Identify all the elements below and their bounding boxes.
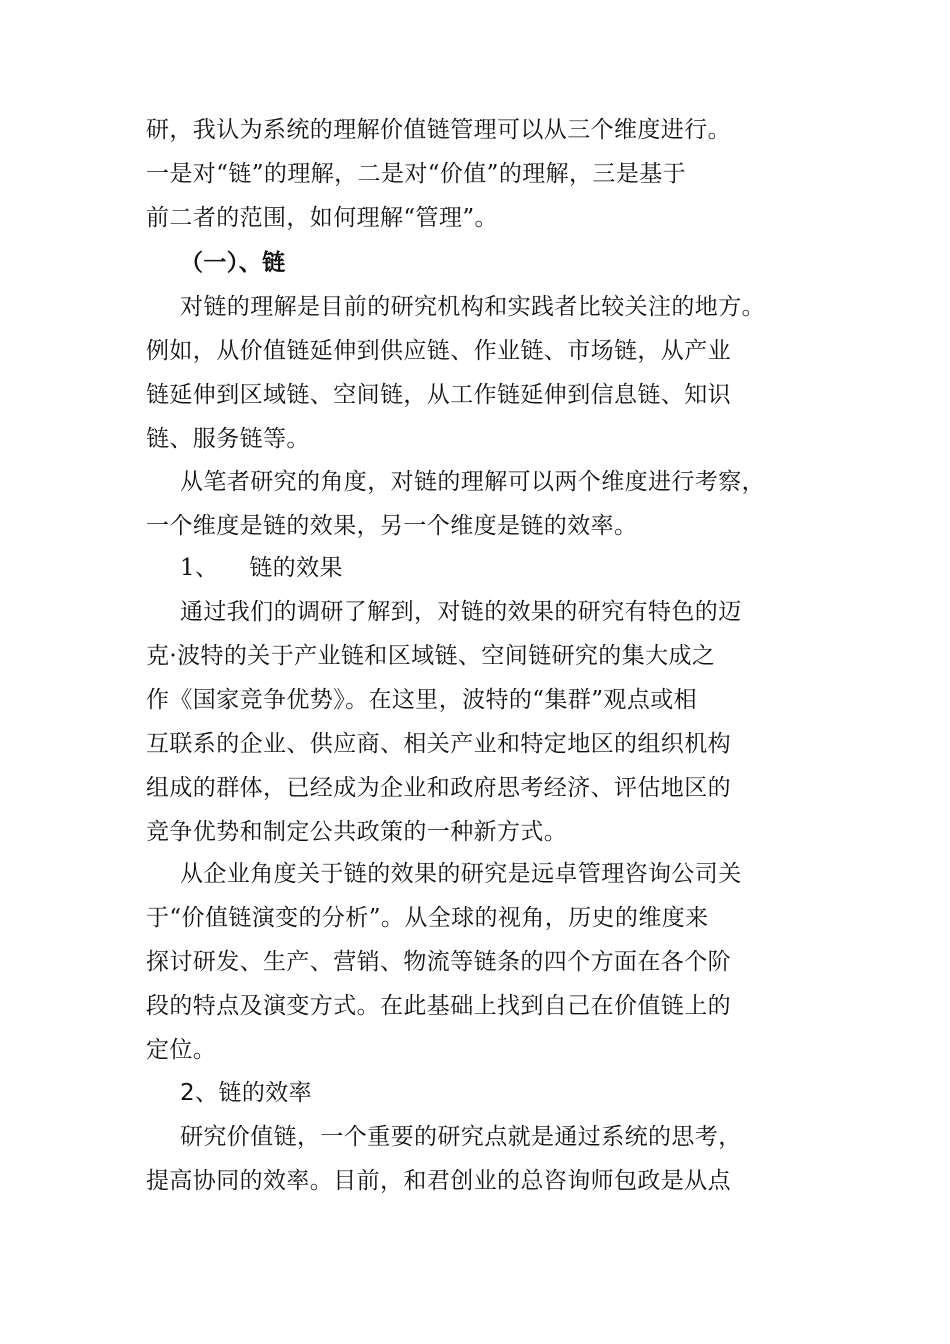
text-line: 研，我认为系统的理解价值链管理可以从三个维度进行。 <box>146 117 731 143</box>
text-line: 从笔者研究的角度，对链的理解可以两个维度进行考察， <box>180 469 765 495</box>
text-line: 提高协同的效率。目前，和君创业的总咨询师包政是从点 <box>146 1168 731 1194</box>
section-heading-efficiency <box>146 1071 830 1115</box>
section-heading-chain <box>146 241 830 285</box>
text-line: 竞争优势和制定公共政策的一种新方式。 <box>146 819 568 845</box>
text-line: 于“价值链演变的分析”。从全球的视角，历史的维度来 <box>146 905 709 931</box>
paragraph-1 <box>146 285 830 461</box>
text-line: 对链的理解是目前的研究机构和实践者比较关注的地方。 <box>180 294 765 320</box>
section-heading-effect <box>146 546 830 590</box>
text-line: 互联系的企业、供应商、相关产业和特定地区的组织机构 <box>146 731 731 757</box>
paragraph-3 <box>146 590 830 854</box>
text-line: 段的特点及演变方式。在此基础上找到自己在价值链上的 <box>146 993 731 1019</box>
text-line: 链延伸到区域链、空间链，从工作链延伸到信息链、知识 <box>146 382 731 408</box>
section-heading: （一）、链 <box>180 249 286 276</box>
subsection-heading: 2、链的效率 <box>180 1080 313 1106</box>
text-line: 一是对“链”的理解，二是对“价值”的理解，三是基于 <box>146 161 687 187</box>
text-line: 例如，从价值链延伸到供应链、作业链、市场链，从产业 <box>146 338 731 364</box>
paragraph-4 <box>146 852 830 1072</box>
paragraph-2 <box>146 460 830 548</box>
text-line: 定位。 <box>146 1037 217 1063</box>
text-line: 探讨研发、生产、营销、物流等链条的四个方面在各个阶 <box>146 949 731 975</box>
text-line: 一个维度是链的效果，另一个维度是链的效率。 <box>146 513 638 539</box>
text-line: 通过我们的调研了解到，对链的效果的研究有特色的迈 <box>180 599 742 625</box>
text-line: 链、服务链等。 <box>146 426 310 452</box>
text-line: 组成的群体，已经成为企业和政府思考经济、评估地区的 <box>146 775 731 801</box>
text-line: 前二者的范围，如何理解“管理”。 <box>146 205 498 231</box>
paragraph-5 <box>146 1115 830 1203</box>
text-line: 研究价值链，一个重要的研究点就是通过系统的思考， <box>180 1124 742 1150</box>
text-line: 从企业角度关于链的效果的研究是远卓管理咨询公司关 <box>180 861 742 887</box>
text-line: 作《国家竞争优势》。在这里，波特的“集群”观点或相 <box>146 687 698 713</box>
subsection-heading: 1、 链的效果 <box>180 555 343 581</box>
paragraph-intro <box>146 108 830 240</box>
text-line: 克·波特的关于产业链和区域链、空间链研究的集大成之 <box>146 643 716 669</box>
